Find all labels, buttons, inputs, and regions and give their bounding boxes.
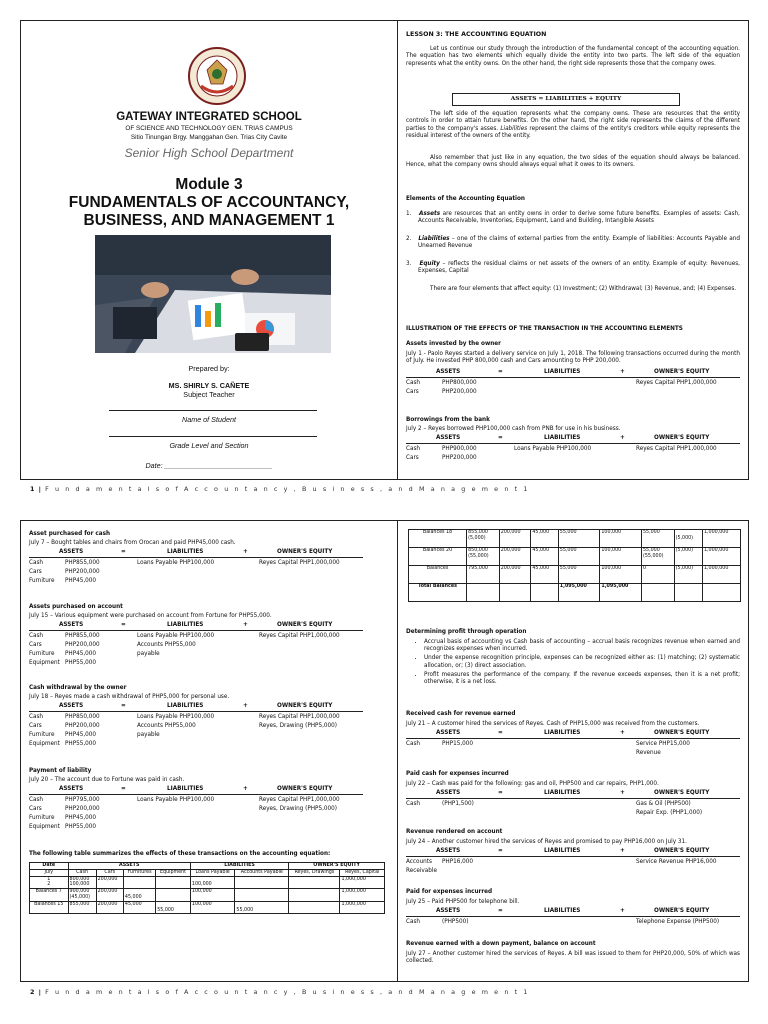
page-2 (20, 520, 749, 982)
ledger-equity: Reyes, Drawing (PHP5,000) (259, 723, 337, 729)
t9-text: July 24 – Another customer hired the services of Reyes and promised to pay PHP16,000 on July 31. (406, 839, 687, 845)
ledger-header-owners-equity: OWNER'S EQUITY (654, 369, 710, 375)
table-cell: OWNER'S EQUITY (289, 863, 385, 870)
ledger-account: Cash (29, 560, 44, 566)
ledger-amount: PHP850,000 (65, 714, 100, 720)
t8-title: Paid cash for expenses incurred (406, 771, 509, 777)
table-cell (289, 876, 340, 889)
footer-page-1: 1 | F u n d a m e n t a l s o f A c c o u n t a n c y , B u s i n e s s , a n d M a n a g e m e n t 1 (30, 485, 530, 493)
table-cell: Accounts Payable (235, 869, 289, 876)
ledger-account: Furniture (29, 815, 55, 821)
table-cell: Balances 18 (409, 530, 467, 548)
ledger-account: Furniture (29, 651, 55, 657)
table-header-row (30, 863, 385, 870)
ledger-amount: PHP16,000 (442, 859, 474, 865)
table-cell (641, 584, 674, 602)
table-cell (499, 584, 531, 602)
table-cell: 1,000,000 (702, 530, 740, 548)
table-cell: 55,000 (55,000) (641, 548, 674, 566)
ledger-header-assets: ASSETS (436, 848, 461, 854)
ledger-equity: Reyes Capital PHP1,000,000 (636, 446, 717, 452)
ledger-rule (29, 557, 363, 558)
ledger-header-liabilities: LIABILITIES (544, 908, 581, 914)
ledger-rule (29, 794, 363, 795)
summary-title: The following table summarizes the effects of these transactions on the accounting equation: (29, 851, 331, 857)
t6-text: July 20 – The account due to Fortune was paid in cash. (29, 777, 185, 783)
table-cell: (5,000) (674, 566, 702, 584)
ledger-equity: Telephone Expense (PHP500) (636, 919, 720, 925)
table-cell: 1,095,000 (558, 584, 600, 602)
table-cell: ASSETS (68, 863, 190, 870)
ledger-account: Cars (406, 389, 419, 395)
ledger-amount: PHP800,000 (442, 380, 477, 386)
table-cell: 100,000 (190, 876, 235, 889)
ledger-rule (406, 916, 740, 917)
ledger-header-equals: = (121, 786, 126, 792)
table-cell (674, 584, 702, 602)
table-row (409, 548, 741, 566)
ledger-header-plus: + (620, 369, 625, 375)
table-cell: 45,000 (531, 566, 558, 584)
t8-text: July 22 – Cash was paid for the following: gas and oil, PHP500 and car repairs, PHP1,000. (406, 781, 659, 787)
table-cell (702, 584, 740, 602)
cover-column (21, 21, 397, 479)
summary-table (29, 862, 385, 914)
t4-title: Assets purchased on account (29, 604, 123, 610)
ledger-header-plus: + (243, 786, 248, 792)
ledger-header-owners-equity: OWNER'S EQUITY (654, 790, 710, 796)
ledger-liability: Loans Payable PHP100,000 (137, 797, 215, 803)
table-cell: Reyes, Drawings (289, 869, 340, 876)
t5-title: Cash withdrawal by the owner (29, 685, 127, 691)
bullet-item: • Profit measures the performance of the company. If the revenue exceeds expenses, then it is a net profit; otherwise, it is a net loss. (424, 672, 740, 687)
ledger-amount: PHP45,000 (65, 815, 97, 821)
ledger-header-owners-equity: OWNER'S EQUITY (654, 435, 710, 441)
table-cell: Reyes, Capital (340, 869, 385, 876)
footer-page-2: 2 | F u n d a m e n t a l s o f A c c o u n t a n c y , B u s i n e s s , a n d M a n a g e m e n t 1 (30, 988, 530, 996)
ledger-account: Cash (406, 380, 421, 386)
ledger-account: Cash (29, 797, 44, 803)
left-column (21, 521, 397, 981)
ledger-account: Cars (29, 642, 42, 648)
table-cell: 55,000 (558, 566, 600, 584)
ledger-header-assets: ASSETS (59, 703, 84, 709)
grade-section-label: Grade Level and Section (169, 441, 249, 450)
table-cell (235, 876, 289, 889)
ledger-account: Cash (406, 801, 421, 807)
t1-text: July 1 - Paolo Reyes started a delivery service on July 1, 2018. The following transactions occurred during the month of July. He invested PHP 800,000 cash and Cars amounting to PHP 200,000. (406, 351, 740, 365)
ledger-liability: Accounts PHP55,000 (137, 642, 196, 648)
ledger-header-plus: + (620, 848, 625, 854)
table-cell: 100,000 (190, 901, 235, 914)
ledger-amount: PHP200,000 (442, 389, 477, 395)
table-header-row (30, 869, 385, 876)
profit-bullets (410, 639, 740, 688)
ledger-amount: PHP855,000 (65, 560, 100, 566)
ledger-header-equals: = (498, 369, 503, 375)
table-cell: 1 2 (30, 876, 69, 889)
ledger-header-liabilities: LIABILITIES (544, 369, 581, 375)
table-cell: 1,000,000 (702, 548, 740, 566)
ledger-amount: PHP55,000 (65, 741, 97, 747)
ledger-amount: (PHP500) (442, 919, 469, 925)
ledger-header-owners-equity: OWNER'S EQUITY (277, 549, 333, 555)
element-equity: 3. Equity – reflects the residual claims or net assets of the owners of an entity. Example of equity: Revenues, Expenses, Capital (406, 261, 740, 275)
ledger-account: Cars (406, 455, 419, 461)
table-cell: 1,000,000 (702, 566, 740, 584)
ledger-header-plus: + (243, 703, 248, 709)
ledger-header-liabilities: LIABILITIES (167, 549, 204, 555)
table-cell: 55,000 (156, 901, 191, 914)
ledger-liability: Accounts PHP55,000 (137, 723, 196, 729)
ledger-equity: Reyes Capital PHP1,000,000 (259, 714, 340, 720)
table-cell (467, 584, 500, 602)
school-name: GATEWAY INTEGRATED SCHOOL (116, 111, 302, 123)
ledger-header-equals: = (498, 908, 503, 914)
table-cell: 1,000,000 (340, 889, 385, 902)
table-cell: 200,000 (96, 889, 123, 902)
table-cell: Loans Payable (190, 869, 235, 876)
table-cell: 1,095,000 (600, 584, 642, 602)
ledger-amount: PHP200,000 (65, 569, 100, 575)
table-cell (531, 584, 558, 602)
ledger-equity: Reyes, Drawing (PHP5,000) (259, 806, 337, 812)
table-cell: 45,000 (531, 548, 558, 566)
table-cell: Cars (96, 869, 123, 876)
table-cell (156, 889, 191, 902)
table-cell: 55,000 (558, 548, 600, 566)
ledger-header-assets: ASSETS (59, 549, 84, 555)
table-cell: 100,000 (600, 548, 642, 566)
ledger-rule (406, 738, 740, 739)
table-cell: 200,000 (499, 548, 531, 566)
illustration-title: ILLUSTRATION OF THE EFFECTS OF THE TRANSACTION IN THE ACCOUNTING ELEMENTS (406, 326, 683, 332)
ledger-header-equals: = (121, 549, 126, 555)
ledger-header-plus: + (243, 622, 248, 628)
table-cell: Balances (409, 566, 467, 584)
summary-table-continued (408, 529, 741, 602)
table-cell: Balances 15 (30, 901, 69, 914)
module-title-line2: BUSINESS, AND MANAGEMENT 1 (83, 212, 335, 229)
table-cell: 200,000 (499, 530, 531, 548)
table-row (30, 901, 385, 914)
table-cell: 1,000,000 (340, 876, 385, 889)
t6-title: Payment of liability (29, 768, 92, 774)
bullet-item: • Accrual basis of accounting vs Cash basis of accounting – accrual basis recognizes revenue when earned and recognizes expenses when incurred. (424, 639, 740, 654)
ledger-account: Accounts (406, 859, 432, 865)
ledger-header-assets: ASSETS (59, 622, 84, 628)
table-cell: Total Balances (409, 584, 467, 602)
ledger-account: Cash (406, 446, 421, 452)
table-cell: 45,000 (123, 901, 155, 914)
ledger-header-assets: ASSETS (436, 908, 461, 914)
student-name-label: Name of Student (182, 415, 236, 424)
table-cell: 55,000 (235, 901, 289, 914)
ledger-header-liabilities: LIABILITIES (544, 730, 581, 736)
ledger-header-owners-equity: OWNER'S EQUITY (654, 730, 710, 736)
ledger-header-equals: = (498, 730, 503, 736)
table-cell (123, 876, 155, 889)
ledger-header-liabilities: LIABILITIES (167, 703, 204, 709)
table-cell: 100,000 (190, 889, 235, 902)
t7-title: Received cash for revenue earned (406, 711, 516, 717)
table-cell (235, 889, 289, 902)
table-cell: Equipment (156, 869, 191, 876)
ledger-header-assets: ASSETS (436, 369, 461, 375)
lesson-title: LESSON 3: THE ACCOUNTING EQUATION (406, 31, 547, 38)
date-label: Date: ___________________________ (145, 461, 273, 470)
table-cell (289, 901, 340, 914)
t11-text: July 27 – Another customer hired the services of Reyes. A bill was issued to them for PHP20,000, 50% of which was collected. (406, 951, 740, 965)
table-cell: 55,000 (641, 530, 674, 548)
ledger-amount: PHP45,000 (65, 651, 97, 657)
ledger-header-owners-equity: OWNER'S EQUITY (277, 622, 333, 628)
ledger-account: Cash (406, 919, 421, 925)
table-cell: Furnitures (123, 869, 155, 876)
student-name-line[interactable] (109, 410, 317, 411)
table-cell: 900,000 (45,000) (68, 889, 96, 902)
ledger-amount: (PHP1,500) (442, 801, 474, 807)
page-1 (20, 20, 749, 480)
table-cell: 795,000 (467, 566, 500, 584)
table-cell: 855,000 (5,000) (467, 530, 500, 548)
table-cell: (5,000) (674, 530, 702, 548)
ledger-liability: Loans Payable PHP100,000 (137, 633, 215, 639)
ledger-header-equals: = (498, 790, 503, 796)
t9-title: Revenue rendered on account (406, 829, 503, 835)
school-logo (187, 46, 247, 106)
t7-text: July 21 – A customer hired the services of Reyes. Cash of PHP15,000 was received from the customers. (406, 721, 700, 727)
ledger-equity: Reyes Capital PHP1,000,000 (259, 633, 340, 639)
ledger-header-assets: ASSETS (436, 730, 461, 736)
table-cell: 0 (641, 566, 674, 584)
ledger-equity: Service Revenue PHP16,000 (636, 859, 717, 865)
lesson-column (398, 21, 748, 479)
t3-title: Asset purchased for cash (29, 531, 111, 537)
ledger-amount: PHP55,000 (65, 660, 97, 666)
ledger-header-assets: ASSETS (436, 790, 461, 796)
t5-text: July 18 – Reyes made a cash withdrawal of PHP5,000 for personal use. (29, 694, 230, 700)
ledger-header-assets: ASSETS (436, 435, 461, 441)
ledger-account: Furniture (29, 578, 55, 584)
ledger-amount: PHP200,000 (65, 723, 100, 729)
school-address: Sitio Tinungan Brgy. Manggahan Gen. Trias City Cavite (130, 134, 288, 141)
elements-title: Elements of the Accounting Equation (406, 196, 525, 202)
lesson-para-2: The left side of the equation represents what the company owns. These are resources that the entity controls in order to attain future benefits. On the other hand, the right side represents the claims of the different parties to the company's asses. Liabilities represent the claims of the entity's creditors while equity represents the residual interest of the owners of the entity. (406, 111, 740, 140)
ledger-header-equals: = (498, 848, 503, 854)
lesson-para-3: Also remember that just like in any equation, the two sides of the equation should always be balanced. Hence, what the company owns should always equal what it owes to its owners. (406, 155, 740, 169)
ledger-account: Cars (29, 723, 42, 729)
t2-text: July 2 – Reyes borrowed PHP100,000 cash from PNB for use in his business. (406, 426, 621, 432)
ledger-header-equals: = (498, 435, 503, 441)
table-row (409, 530, 741, 548)
table-cell: 1,000,000 (340, 901, 385, 914)
table-cell: July (30, 869, 69, 876)
ledger-amount: PHP855,000 (65, 633, 100, 639)
t11-title: Revenue earned with a down payment, balance on account (406, 941, 596, 947)
table-row (409, 566, 741, 584)
table-cell: 850,000 (55,000) (467, 548, 500, 566)
ledger-equity: Gas & Oil (PHP500) (636, 801, 691, 807)
four-elements: There are four elements that affect equity: (1) Investment; (2) Withdrawal; (3) Revenue, and; (4) Expenses. (430, 286, 737, 292)
t2-title: Borrowings from the bank (406, 417, 490, 423)
ledger-header-liabilities: LIABILITIES (167, 786, 204, 792)
ledger-header-liabilities: LIABILITIES (544, 848, 581, 854)
ledger-liability: Loans Payable PHP100,000 (514, 446, 592, 452)
element-liabilities: 2. Liabilities – one of the claims of external parties from the entity. Example of liabilities: Accounts Payable and Unearned Revenue (406, 236, 740, 250)
ledger-header-owners-equity: OWNER'S EQUITY (277, 786, 333, 792)
bullet-item: • Under the expense recognition principle, expenses can be recognized either as: (1) matching; (2) systematic allocation, or; (3) direct association. (424, 655, 740, 670)
ledger-header-equals: = (121, 622, 126, 628)
ledger-header-owners-equity: OWNER'S EQUITY (654, 848, 710, 854)
table-cell: LIABILITIES (190, 863, 288, 870)
teacher-role: Subject Teacher (183, 390, 235, 399)
ledger-account: Cash (406, 741, 421, 747)
table-cell: 200,000 (96, 876, 123, 889)
ledger-equity: Revenue (636, 750, 661, 756)
t10-text: July 25 – Paid PHP500 for telephone bill. (406, 899, 520, 905)
ledger-amount: PHP795,000 (65, 797, 100, 803)
ledger-account: Equipment (29, 824, 60, 830)
ledger-amount: PHP45,000 (65, 732, 97, 738)
ledger-header-owners-equity: OWNER'S EQUITY (277, 703, 333, 709)
table-cell: 200,000 (96, 901, 123, 914)
table-cell: (5,000) (674, 548, 702, 566)
ledger-rule (29, 711, 363, 712)
ledger-header-plus: + (620, 790, 625, 796)
ledger-account: Equipment (29, 741, 60, 747)
ledger-liability: payable (137, 732, 160, 738)
table-cell: Balances 7 (30, 889, 69, 902)
ledger-header-liabilities: LIABILITIES (167, 622, 204, 628)
t3-text: July 7 – Bought tables and chairs from Orocan and paid PHP45,000 cash. (29, 540, 236, 546)
t4-text: July 15 – Various equipment were purchased on account from Fortune for PHP55,000. (29, 613, 272, 619)
ledger-header-plus: + (620, 908, 625, 914)
ledger-header-plus: + (620, 435, 625, 441)
accounting-equation-box: ASSETS = LIABILITIES + EQUITY (452, 93, 680, 106)
t10-title: Paid for expenses incurred (406, 889, 493, 895)
table-cell: 855,000 (68, 901, 96, 914)
cover-photo (95, 235, 331, 353)
ledger-header-equals: = (121, 703, 126, 709)
table-cell: 800,000 100,000 (68, 876, 96, 889)
ledger-rule (406, 798, 740, 799)
t1-title: Assets invested by the owner (406, 341, 501, 347)
ledger-rule (406, 443, 740, 444)
lesson-intro: Let us continue our study through the introduction of the fundamental concept of the accounting equation. The equation has two elements which equally divide the entity into two parts. The left side of the equation represents what the entity owns. On the other hand, the right side represents those that the company owes. (406, 46, 740, 67)
table-cell: Cash (68, 869, 96, 876)
ledger-liability: Loans Payable PHP100,000 (137, 560, 215, 566)
ledger-liability: Loans Payable PHP100,000 (137, 714, 215, 720)
ledger-rule (406, 856, 740, 857)
ledger-amount: PHP200,000 (442, 455, 477, 461)
table-cell (156, 876, 191, 889)
ledger-header-assets: ASSETS (59, 786, 84, 792)
ledger-amount: PHP55,000 (65, 824, 97, 830)
ledger-header-liabilities: LIABILITIES (544, 790, 581, 796)
teacher-name: MS. SHIRLY S. CAÑETE (168, 381, 250, 390)
ledger-header-liabilities: LIABILITIES (544, 435, 581, 441)
table-cell: 45,000 (531, 530, 558, 548)
ledger-header-plus: + (243, 549, 248, 555)
table-cell: 45,000 (123, 889, 155, 902)
ledger-equity: Repair Exp. (PHP1,000) (636, 810, 703, 816)
ledger-account: Cash (29, 714, 44, 720)
ledger-equity: Service PHP15,000 (636, 741, 690, 747)
table-cell (289, 889, 340, 902)
ledger-amount: PHP45,000 (65, 578, 97, 584)
department: Senior High School Department (124, 146, 294, 160)
table-row (30, 876, 385, 889)
table-cell: Date (30, 863, 69, 870)
table-row (409, 584, 741, 602)
ledger-account: Equipment (29, 660, 60, 666)
ledger-amount: PHP900,000 (442, 446, 477, 452)
table-cell: 200,000 (499, 566, 531, 584)
element-assets: 1. Assets are resources that an entity owns in order to derive some future benefits. Examples of assets: Cash, Accounts Receivable, Inventories, Equipment, Land and Building, Intangible Assets (406, 211, 740, 225)
ledger-header-owners-equity: OWNER'S EQUITY (654, 908, 710, 914)
table-cell: 55,000 (558, 530, 600, 548)
prepared-by-label: Prepared by: (188, 364, 230, 373)
table-cell: Balances 20 (409, 548, 467, 566)
ledger-account: Cash (29, 633, 44, 639)
ledger-account: Cars (29, 569, 42, 575)
right-column (398, 521, 748, 981)
ledger-rule (29, 630, 363, 631)
table-cell: 100,000 (600, 530, 642, 548)
module-title-line1: FUNDAMENTALS OF ACCOUNTANCY, (68, 194, 350, 211)
ledger-equity: Reyes Capital PHP1,000,000 (636, 380, 717, 386)
ledger-amount: PHP200,000 (65, 642, 100, 648)
school-subtitle: OF SCIENCE AND TECHNOLOGY GEN. TRIAS CAMPUS (125, 125, 293, 132)
ledger-liability: payable (137, 651, 160, 657)
table-row (30, 889, 385, 902)
ledger-account: Cars (29, 806, 42, 812)
profit-title: Determining profit through operation (406, 629, 527, 635)
module-number: Module 3 (175, 176, 243, 193)
ledger-equity: Reyes Capital PHP1,000,000 (259, 560, 340, 566)
grade-section-line[interactable] (109, 436, 317, 437)
ledger-amount: PHP200,000 (65, 806, 100, 812)
ledger-header-plus: + (620, 730, 625, 736)
ledger-account: Furniture (29, 732, 55, 738)
ledger-account: Receivable (406, 868, 437, 874)
ledger-amount: PHP15,000 (442, 741, 474, 747)
ledger-rule (406, 377, 740, 378)
table-cell: 100,000 (600, 566, 642, 584)
ledger-equity: Reyes Capital PHP1,000,000 (259, 797, 340, 803)
